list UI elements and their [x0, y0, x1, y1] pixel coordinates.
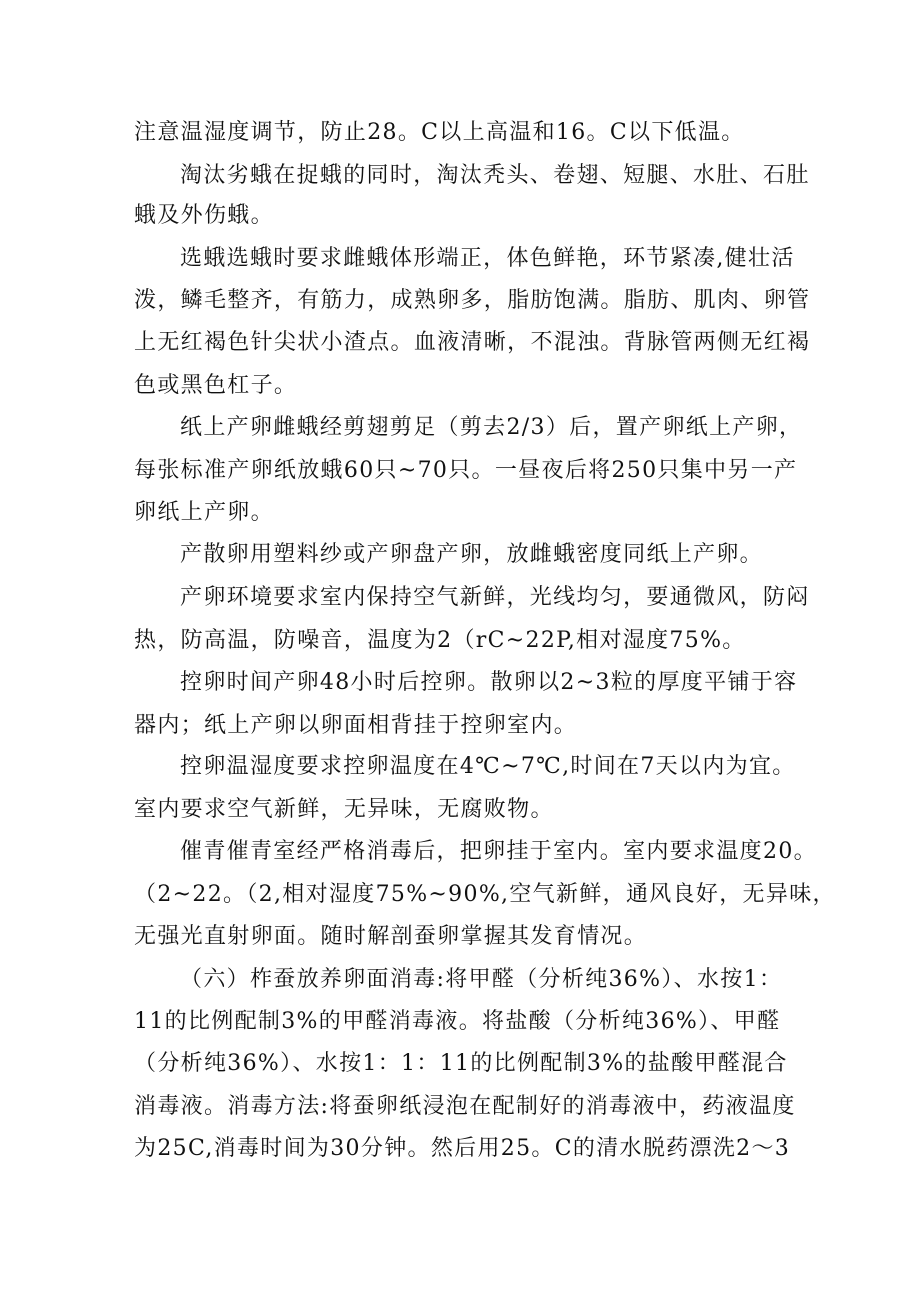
- text-line: 控卵时间产卵48小时后控卵。散卵以2~3粒的厚度平铺于容: [180, 670, 798, 695]
- text-line: 泼，鳞毛整齐，有筋力，成熟卵多，脂肪饱满。脂肪、肌肉、卵管: [134, 288, 811, 313]
- text-line: 器内；纸上产卵以卵面相背挂于控卵室内。: [134, 713, 578, 738]
- text-line: 消毒液。消毒方法:将蚕卵纸浸泡在配制好的消毒液中，药液温度: [134, 1094, 796, 1119]
- text-line: （分析纯36%）、水按1：1：11的比例配制3%的盐酸甲醛混合: [134, 1051, 788, 1076]
- text-line: 无强光直射卵面。随时解剖蚕卵掌握其发育情况。: [134, 924, 648, 949]
- text-line: 催青催青室经严格消毒后，把卵挂于室内。室内要求温度20。: [180, 839, 817, 864]
- text-line: 热，防高温，防噪音，温度为2（rC~22P,相对湿度75%。: [134, 628, 746, 653]
- text-line: 产卵环境要求室内保持空气新鲜，光线均匀，要通微风，防闷: [180, 585, 810, 610]
- text-line: 11的比例配制3%的甲醛消毒液。将盐酸（分析纯36%）、甲醛: [134, 1009, 781, 1034]
- text-line: （六）柞蚕放养卵面消毒:将甲醛（分析纯36%）、水按1：: [180, 967, 783, 992]
- text-line: 纸上产卵雌蛾经剪翅剪足（剪去2/3）后，置产卵纸上产卵，: [180, 415, 803, 440]
- text-line: 每张标准产卵纸放蛾60只~70只。一昼夜后将250只集中另一产: [134, 458, 798, 483]
- text-line: 蛾及外伤蛾。: [134, 203, 274, 228]
- text-line: 选蛾选蛾时要求雌蛾体形端正，体色鲜艳，环节紧凑,健壮活: [180, 246, 795, 271]
- text-line: 为25C,消毒时间为30分钟。然后用25。C的清水脱药漂洗2～3: [134, 1136, 791, 1161]
- text-line: 淘汰劣蛾在捉蛾的同时，淘汰秃头、卷翅、短腿、水肚、石肚: [180, 163, 810, 188]
- text-line: （2~22。（2,相对湿度75%~90%,空气新鲜，通风良好，无异味，: [134, 882, 836, 907]
- text-line: 卵纸上产卵。: [134, 500, 274, 525]
- text-line: 上无红褐色针尖状小渣点。血液清晰，不混浊。背脉管两侧无红褐: [134, 330, 811, 355]
- text-line: 注意温湿度调节，防止28。C以上高温和16。C以下低温。: [134, 120, 745, 145]
- text-line: 控卵温湿度要求控卵温度在4℃~7℃,时间在7天以内为宜。: [180, 754, 796, 779]
- text-line: 色或黑色杠子。: [134, 373, 298, 398]
- text-line: 室内要求空气新鲜，无异味，无腐败物。: [134, 797, 554, 822]
- text-line: 产散卵用塑料纱或产卵盘产卵，放雌蛾密度同纸上产卵。: [180, 542, 764, 567]
